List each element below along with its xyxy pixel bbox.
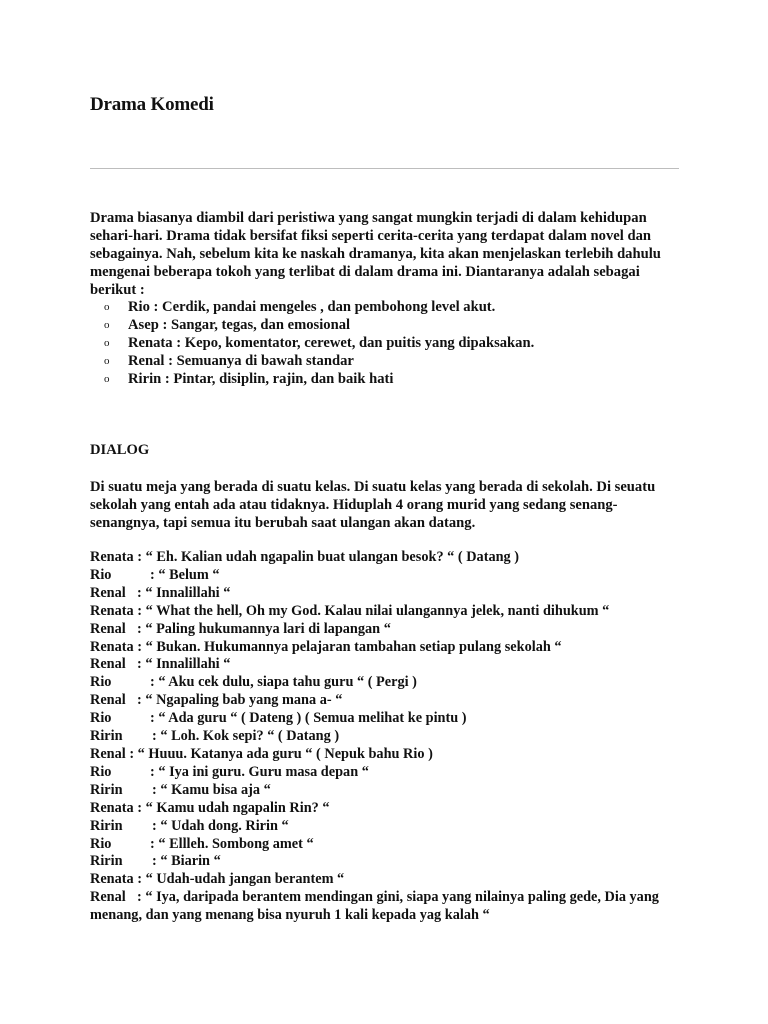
speaker-name: Renal: [90, 745, 126, 762]
speaker-name: Renal: [90, 692, 126, 709]
speaker-separator: :: [137, 656, 146, 673]
dialog-line: [90, 585, 685, 603]
dialog-text: “ Loh. Kok sepi? “ ( Datang ): [160, 728, 340, 745]
dialog-text: “ What the hell, Oh my God. Kalau nilai ulangannya jelek, nanti dihukum “: [145, 602, 610, 619]
list-item: [90, 352, 534, 370]
speaker-name: Renata: [90, 549, 134, 565]
dialog-line: [90, 674, 685, 692]
dialog-line: [90, 603, 685, 621]
speaker-separator: :: [152, 853, 161, 870]
speaker-name: Rio: [90, 566, 112, 583]
section-heading-dialog: DIALOG: [90, 442, 150, 458]
speaker-name: Renata: [90, 871, 134, 888]
circle-bullet-icon: o: [104, 373, 110, 385]
dialog-script: [90, 549, 685, 925]
character-description: Renata : Kepo, komentator, cerewet, dan puitis yang dipaksakan.: [128, 335, 535, 351]
dialog-line: [90, 692, 685, 710]
speaker-name: Ririn: [90, 781, 123, 798]
dialog-text: “ Belum “: [158, 566, 220, 583]
dialog-line: [90, 549, 685, 567]
speaker-separator: :: [137, 620, 146, 637]
speaker-separator: :: [133, 799, 146, 816]
dialog-text: “ Innalillahi “: [145, 656, 231, 673]
dialog-text: “ Eh. Kalian udah ngapalin buat ulangan besok? “ ( Datang ): [145, 549, 520, 565]
dialog-line: [90, 639, 685, 657]
speaker-separator: :: [137, 889, 146, 906]
speaker-name: Rio: [90, 835, 112, 852]
speaker-separator: :: [150, 674, 159, 691]
dialog-line: [90, 836, 685, 854]
character-list: [90, 298, 534, 388]
speaker-separator: :: [152, 817, 161, 834]
dialog-text: “ Innalillahi “: [145, 584, 231, 601]
circle-bullet-icon: o: [104, 301, 110, 313]
speaker-separator: :: [137, 584, 146, 601]
dialog-text: “ Udah dong. Ririn “: [160, 817, 289, 834]
speaker-name: Ririn: [90, 728, 123, 745]
dialog-line: [90, 567, 685, 585]
speaker-separator: :: [125, 745, 138, 762]
speaker-separator: :: [152, 781, 161, 798]
speaker-separator: :: [133, 602, 146, 619]
dialog-line: [90, 728, 685, 746]
list-item: [90, 370, 534, 388]
character-description: Ririn : Pintar, disiplin, rajin, dan baik hati: [128, 371, 394, 387]
document-title: Drama Komedi: [90, 94, 214, 115]
speaker-name: Renata: [90, 602, 134, 619]
circle-bullet-icon: o: [104, 355, 110, 367]
character-description: Rio : Cerdik, pandai mengeles , dan pembohong level akut.: [128, 299, 496, 315]
speaker-separator: :: [133, 638, 146, 655]
speaker-name: Ririn: [90, 853, 123, 870]
speaker-name: Renal: [90, 620, 126, 637]
speaker-name: Ririn: [90, 817, 123, 834]
scene-description: Di suatu meja yang berada di suatu kelas. Di suatu kelas yang berada di sekolah. Di seuatu sekolah yang entah ada atau tidaknya. Hiduplah 4 orang murid yang sedang senang-senangnya, tapi semua itu berubah saat ulangan akan datang.: [90, 479, 656, 531]
dialog-text: “ Biarin “: [160, 853, 221, 870]
speaker-name: Renal: [90, 656, 126, 673]
dialog-line: [90, 818, 685, 836]
speaker-separator: :: [150, 763, 159, 780]
dialog-text: “ Paling hukumannya lari di lapangan “: [145, 620, 391, 637]
speaker-separator: :: [150, 835, 159, 852]
circle-bullet-icon: o: [104, 319, 110, 331]
dialog-text: “ Bukan. Hukumannya pelajaran tambahan setiap pulang sekolah “: [145, 638, 562, 655]
dialog-line: [90, 710, 685, 728]
speaker-name: Renal: [90, 889, 126, 906]
dialog-line: [90, 871, 685, 889]
dialog-text: “ Ada guru “ ( Dateng ) ( Semua melihat ke pintu ): [158, 710, 467, 727]
dialog-line: [90, 621, 685, 639]
dialog-text: “ Aku cek dulu, siapa tahu guru “ ( Pergi ): [158, 674, 417, 691]
list-item: [90, 316, 534, 334]
dialog-text: “ Iya, daripada berantem mendingan gini, siapa yang nilainya paling gede, Dia yang menang, dan yang menang bisa nyuruh 1 kali kepada yag kalah “: [90, 889, 659, 924]
dialog-text: “ Ellleh. Sombong amet “: [158, 835, 314, 852]
speaker-name: Rio: [90, 763, 112, 780]
speaker-name: Rio: [90, 710, 112, 727]
dialog-text: “ Kamu udah ngapalin Rin? “: [145, 799, 330, 816]
dialog-line: [90, 656, 685, 674]
speaker-separator: :: [150, 710, 159, 727]
speaker-name: Renata: [90, 638, 134, 655]
dialog-text: “ Ngapaling bab yang mana a- “: [145, 692, 343, 709]
horizontal-divider: [90, 168, 679, 169]
speaker-name: Renata: [90, 799, 134, 816]
dialog-line: [90, 800, 685, 818]
speaker-separator: :: [137, 692, 146, 709]
dialog-text: “ Kamu bisa aja “: [160, 781, 271, 798]
dialog-line: [90, 746, 685, 764]
list-item: [90, 334, 534, 352]
intro-paragraph: Drama biasanya diambil dari peristiwa yang sangat mungkin terjadi di dalam kehidupan sehari-hari. Drama tidak bersifat fiksi seperti cerita-cerita yang terdapat dalam novel dan sebagainya. Nah, sebelum kita ke naskah dramanya, kita akan menjelaskan terlebih dahulu mengenai beberapa tokoh yang terlibat di dalam drama ini. Diantaranya adalah sebagai berikut :: [90, 210, 661, 298]
dialog-text: “ Huuu. Katanya ada guru “ ( Nepuk bahu Rio ): [137, 745, 433, 762]
list-item: [90, 298, 534, 316]
speaker-separator: :: [133, 549, 146, 565]
speaker-separator: :: [152, 728, 161, 745]
speaker-name: Rio: [90, 674, 112, 691]
speaker-separator: :: [150, 566, 159, 583]
dialog-line: [90, 764, 685, 782]
speaker-name: Renal: [90, 584, 126, 601]
circle-bullet-icon: o: [104, 337, 110, 349]
character-description: Renal : Semuanya di bawah standar: [128, 353, 354, 369]
speaker-separator: :: [133, 871, 146, 888]
dialog-line: [90, 889, 685, 925]
dialog-text: “ Udah-udah jangan berantem “: [145, 871, 345, 888]
dialog-text: “ Iya ini guru. Guru masa depan “: [158, 763, 369, 780]
character-description: Asep : Sangar, tegas, dan emosional: [128, 317, 351, 333]
dialog-line: [90, 782, 685, 800]
dialog-line: [90, 853, 685, 871]
